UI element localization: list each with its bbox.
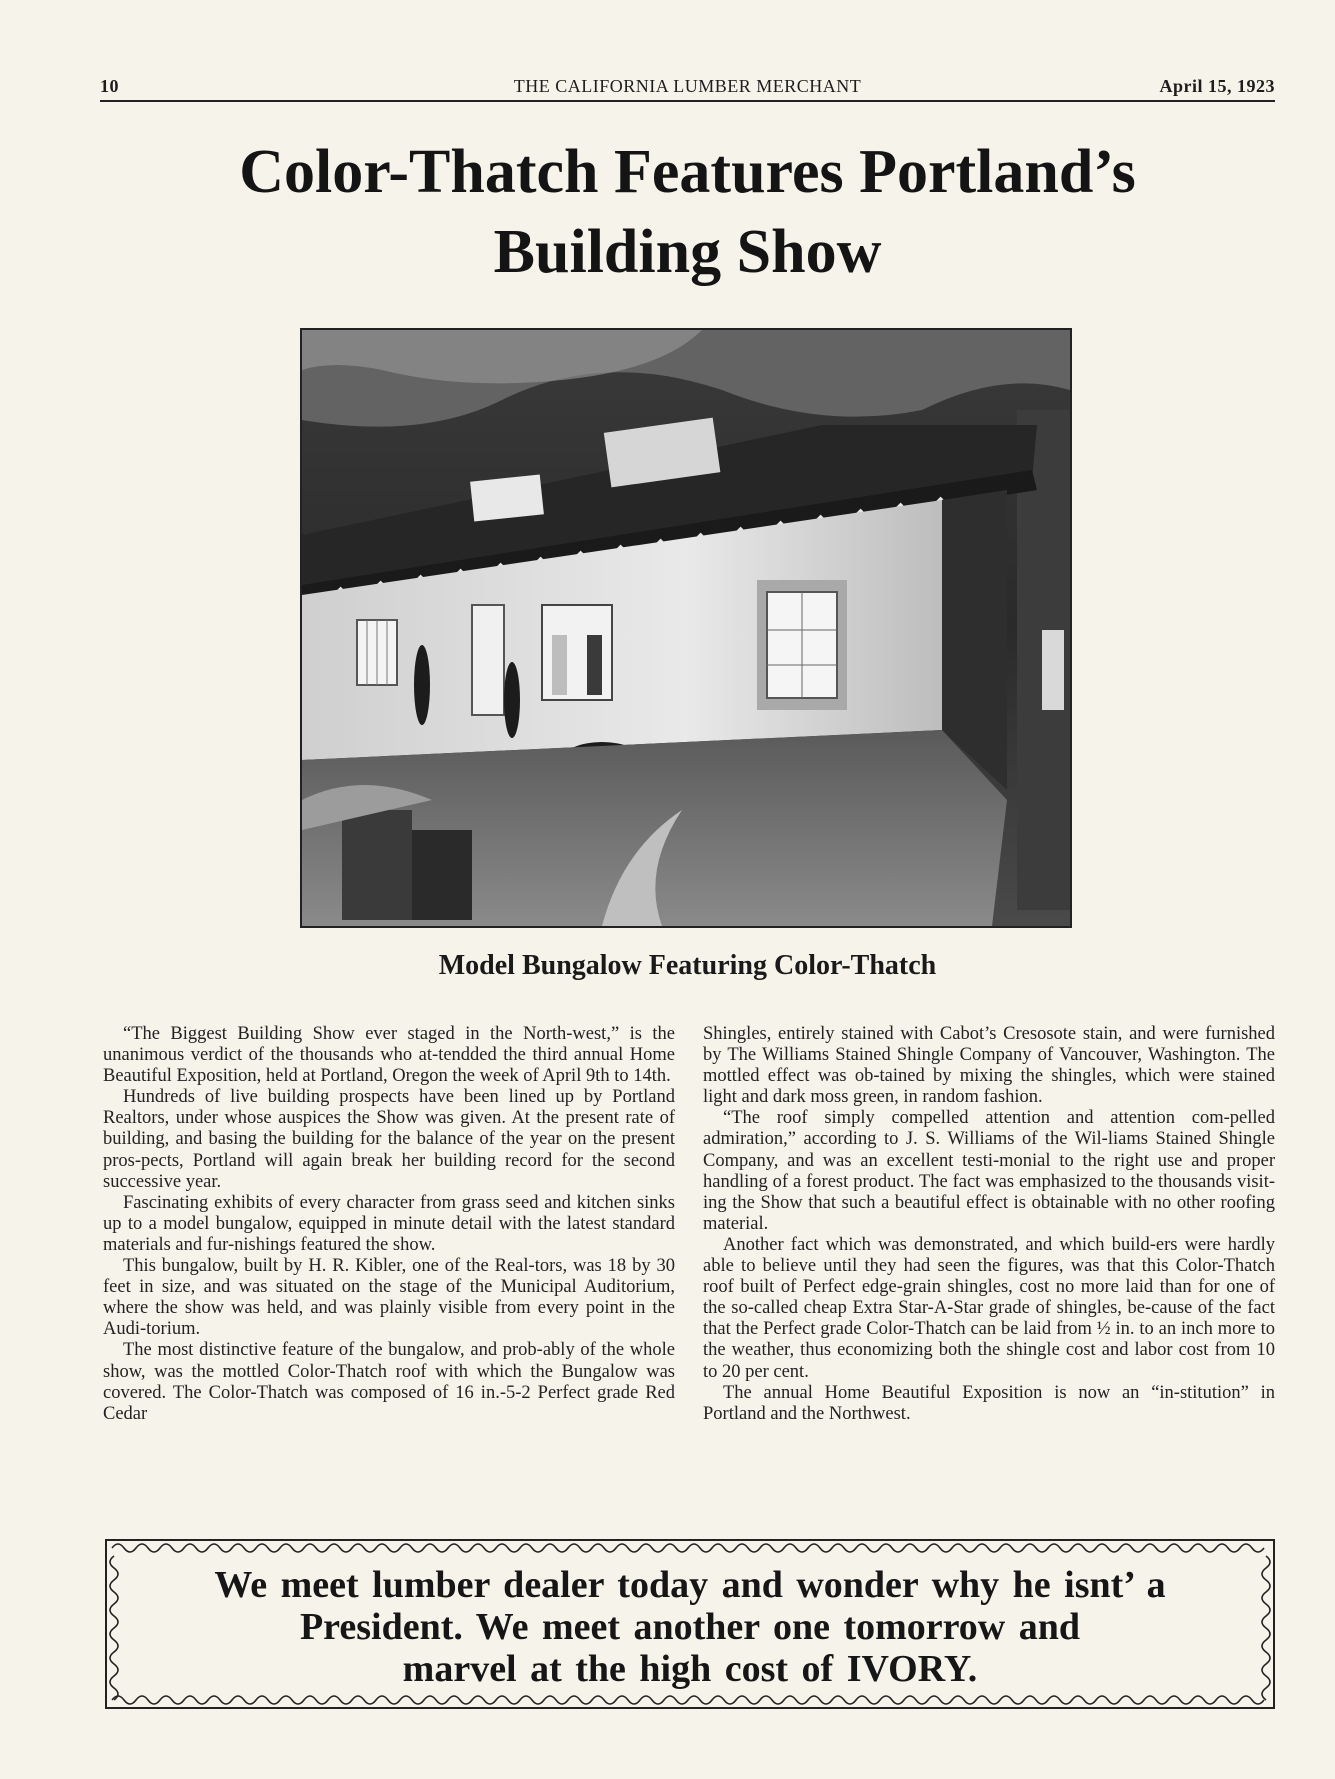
border-wave-3	[1262, 1556, 1270, 1700]
headline-line-2: Building Show	[493, 218, 882, 286]
paragraph: Another fact which was demonstrated, and which build-ers were hardly able to believe until they had seen the figures, was that this Color-Thatch roof built of Perfect edge-grain shingles, cost no more laid than for one of the so-called cheap Extra Star-A-Star grade of shingles, be-cause of the fact that the Perfect grade Color-Thatch can be laid from ½ in. to an inch more to the weather, thus economizing both the shingle cost and labor cost from 10 to 20 per cent.	[703, 1234, 1275, 1382]
paragraph: The annual Home Beautiful Exposition is now an “in-stitution” in Portland and the Northwest.	[703, 1382, 1275, 1424]
paragraph: Hundreds of live building prospects have been lined up by Portland Realtors, under whose auspices the Show was given. At the present rate of building, and basing the building for the balance of the year on the present pros-pects, Portland will again break her building record for the second successive year.	[103, 1087, 675, 1192]
slogan-text	[122, 1564, 1258, 1690]
paragraph-continued: Shingles, entirely stained with Cabot’s Cresosote stain, and were furnished by The Williams Stained Shingle Company of Vancouver, Washington. The mottled effect was ob-tained by mixing the shingles, which were stained light and dark moss green, in random fashion.	[703, 1024, 1275, 1108]
slogan-box	[102, 1536, 1278, 1712]
bungalow-photo	[300, 328, 1072, 928]
border-wave-1	[112, 1696, 1264, 1704]
issue-date: April 15, 1923	[1159, 76, 1275, 96]
photo-caption: Model Bungalow Featuring Color-Thatch	[438, 950, 937, 981]
article-headline	[100, 132, 1275, 292]
bungalow-photo-illustration	[302, 330, 1070, 926]
slogan-line-1: We meet lumber dealer today and wonder why he isnt’ a	[214, 1564, 1166, 1606]
headline-line-1: Color-Thatch Features Portland’s	[239, 138, 1136, 206]
paragraph: “The Biggest Building Show ever staged in the North-west,” is the unanimous verdict of the thousands who at-tendded the third annual Home Beautiful Exposition, held at Portland, Oregon the week of April 9th to 14th.	[103, 1024, 675, 1087]
slogan-line-2: President. We meet another one tomorrow and	[299, 1606, 1081, 1648]
slogan-line-3: marvel at the high cost of IVORY.	[402, 1648, 978, 1690]
border-wave-2	[110, 1556, 118, 1700]
publication-title: THE CALIFORNIA LUMBER MERCHANT	[513, 76, 862, 96]
border-wave-0	[112, 1544, 1264, 1552]
paragraph: The most distinctive feature of the bungalow, and prob-ably of the whole show, was the mottled Color-Thatch roof with which the Bungalow was covered. The Color-Thatch was composed of 16 in.-5-2 Perfect grade Red Cedar	[103, 1340, 675, 1424]
paragraph: Fascinating exhibits of every character from grass seed and kitchen sinks up to a model bungalow, equipped in minute detail with the latest standard materials and fur-nishings featured the show.	[103, 1192, 675, 1255]
page-number: 10	[100, 76, 119, 96]
paragraph: “The roof simply compelled attention and attention com-pelled admiration,” according to J. S. Williams of the Wil-liams Stained Shingle Company, and was an excellent testi-monial to the right use and proper handling of a forest product. The fact was emphasized to the thousands visit-ing the Show that such a beautiful effect is obtainable with no other roofing material.	[703, 1108, 1275, 1234]
paragraph: This bungalow, built by H. R. Kibler, one of the Real-tors, was 18 by 30 feet in size, and was situated on the stage of the Municipal Auditorium, where the show was held, and was plainly visible from every point in the Audi-torium.	[103, 1256, 675, 1340]
running-header	[100, 74, 1275, 102]
left-column	[103, 1024, 675, 1425]
right-column	[703, 1024, 1275, 1425]
